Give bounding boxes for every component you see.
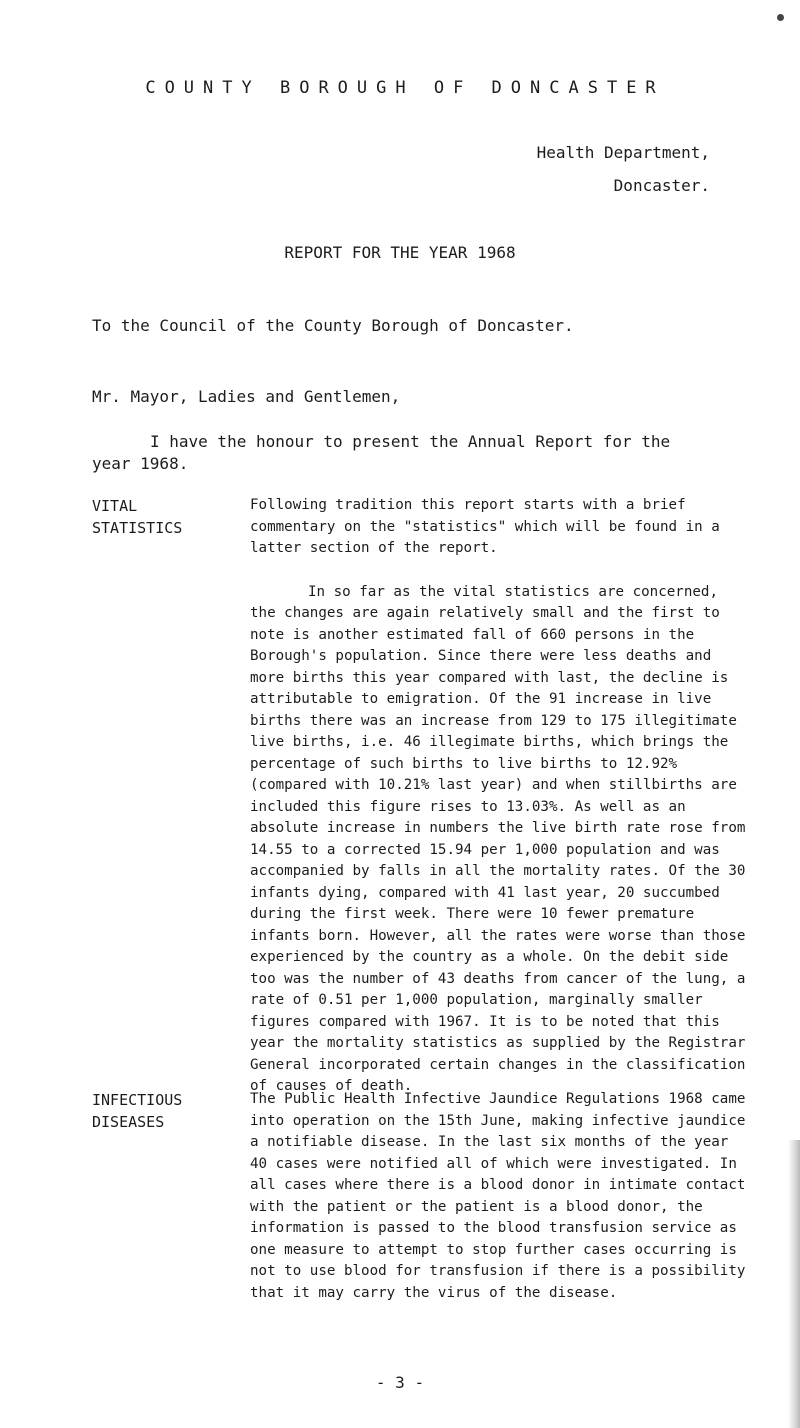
section-body-vital-statistics bbox=[250, 495, 750, 1098]
department-town: Doncaster. bbox=[613, 176, 710, 195]
intro-line-1: I have the honour to present the Annual Report for the bbox=[150, 432, 671, 451]
section-label-line: INFECTIOUS bbox=[92, 1091, 183, 1109]
section-label-infectious-diseases bbox=[92, 1089, 182, 1133]
section-label-vital-statistics bbox=[92, 495, 182, 539]
section-body-infectious-diseases bbox=[250, 1089, 750, 1304]
document-title: COUNTY BOROUGH OF DONCASTER bbox=[145, 78, 665, 98]
intro-paragraph bbox=[92, 431, 712, 475]
page-number: - 3 - bbox=[375, 1373, 425, 1392]
scan-mark bbox=[777, 14, 784, 21]
vital-paragraph-1: Following tradition this report starts with a brief commentary on the "statistics" which will be found in a latter section of the report. bbox=[250, 497, 720, 556]
section-label-line: VITAL bbox=[92, 497, 138, 515]
section-label-line: DISEASES bbox=[92, 1113, 165, 1131]
intro-line-2: year 1968. bbox=[92, 454, 189, 473]
department-address bbox=[537, 136, 710, 202]
department-name: Health Department, bbox=[536, 143, 710, 162]
section-label-line: STATISTICS bbox=[92, 519, 183, 537]
page-edge-shadow bbox=[788, 1140, 800, 1428]
addressee: To the Council of the County Borough of Doncaster. bbox=[92, 316, 574, 335]
vital-paragraph-2: In so far as the vital statistics are concerned, the changes are again relatively small and the first to note is another estimated fall of 660 persons in the Borough's population. Since there were less deaths and more births this year compared with last, the decline is attributable to emigration. Of the 91 increase in live births there was an increase from 129 to 175 illegitimate live births, i.e. 46 illegimate births, which brings the percentage of such births to live births to 12.92% (compared with 10.21% last year) and when stillbirths are included this figure rises to 13.03%. As well as an absolute increase in numbers the live birth rate rose from 14.55 to a corrected 15.94 per 1,000 population and was accompanied by falls in all the mortality rates. Of the 30 infants dying, compared with 41 last year, 20 succumbed during the first week. There were 10 fewer premature infants born. However, all the rates were worse than those experienced by the country as a whole. On the debit side too was the number of 43 deaths from cancer of the lung, a rate of 0.51 per 1,000 population, marginally smaller figures compared with 1967. It is to be noted that this year the mortality statistics as supplied by the Registrar General incorporated certain changes in the classification of causes of death. bbox=[250, 583, 746, 1094]
salutation: Mr. Mayor, Ladies and Gentlemen, bbox=[92, 387, 401, 406]
infectious-paragraph: The Public Health Infective Jaundice Regulations 1968 came into operation on the 15th June, making infective jaundice a notifiable disease. In the last six months of the year 40 cases were notified all of which were investigated. In all cases where there is a blood donor in intimate contact with the patient or the patient is a blood donor, the information is passed to the blood transfusion service as one measure to attempt to stop further cases occurring is not to use blood for transfusion if there is a possibility that it may carry the virus of the disease. bbox=[250, 1091, 746, 1301]
report-title: REPORT FOR THE YEAR 1968 bbox=[284, 243, 516, 262]
